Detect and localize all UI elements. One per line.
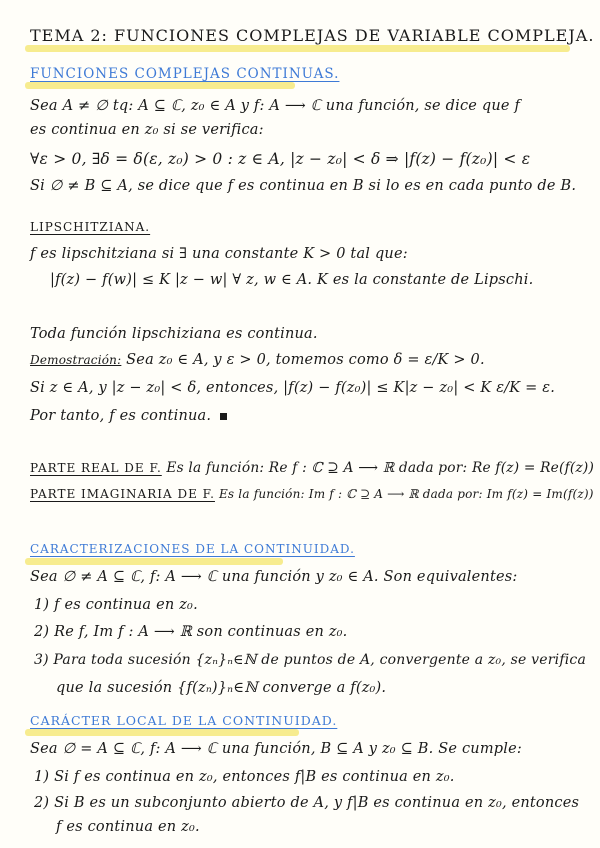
list-item: 2) Re f, Im f : A ⟶ ℝ son continuas en z₀.: [34, 624, 348, 640]
imag-part-text: Es la función: Im f : ℂ ⊇ A ⟶ ℝ dada por: Im f(z) = Im(f(z)): [218, 487, 594, 501]
section-heading-caracterizaciones: CARACTERIZACIONES DE LA CONTINUIDAD.: [30, 542, 355, 556]
list-item: 1) Si f es continua en z₀, entonces f|B es continua en z₀.: [34, 769, 455, 785]
text-line: Sea ∅ ≠ A ⊆ ℂ, f: A ⟶ ℂ una función y z₀ ∈ A. Son equivalentes:: [30, 569, 518, 585]
text-line: Si ∅ ≠ B ⊆ A, se dice que f es continua en B si lo es en cada punto de B.: [30, 178, 577, 194]
subheading-lipschitziana: LIPSCHITZIANA.: [30, 220, 151, 234]
proof-conclusion: Por tanto, f es continua.: [30, 408, 212, 424]
section-highlight: [25, 729, 299, 736]
real-part-text: Es la función: Re f : ℂ ⊇ A ⟶ ℝ dada por: Re f(z) = Re(f(z)): [166, 460, 595, 476]
proof-line: [30, 352, 485, 368]
text-line: f es lipschitziana si ∃ una constante K > 0 tal que:: [30, 246, 408, 262]
text-line: Si z ∈ A, y |z − z₀| < δ, entonces, |f(z) − f(z₀)| ≤ K|z − z₀| < K ε/K = ε.: [30, 380, 556, 396]
real-part-label: PARTE REAL DE F.: [30, 461, 162, 475]
list-item: 3) Para toda sucesión {zₙ}ₙ∈ℕ de puntos de A, convergente a z₀, se verifica: [34, 652, 586, 668]
title-highlight: [25, 45, 570, 52]
imag-part-line: [30, 487, 594, 501]
proof-text: Sea z₀ ∈ A, y ε > 0, tomemos como δ = ε/K > 0.: [126, 352, 485, 368]
definition-formula: ∀ε > 0, ∃δ = δ(ε, z₀) > 0 : z ∈ A, |z − z₀| < δ ⇒ |f(z) − f(z₀)| < ε: [30, 150, 531, 168]
text-line: es continua en z₀ si se verifica:: [30, 122, 264, 138]
list-item-continuation: que la sucesión {f(zₙ)}ₙ∈ℕ converge a f(z₀).: [56, 680, 387, 696]
list-item: 2) Si B es un subconjunto abierto de A, y f|B es continua en z₀, entonces: [34, 795, 580, 811]
list-item: 1) f es continua en z₀.: [34, 597, 198, 613]
section-highlight: [25, 558, 283, 565]
section-highlight: [25, 82, 295, 89]
lipschitz-formula: |f(z) − f(w)| ≤ K |z − w| ∀ z, w ∈ A. K es la constante de Lipschi.: [50, 272, 534, 288]
qed-square-icon: [220, 413, 227, 420]
section-heading-continuas: FUNCIONES COMPLEJAS CONTINUAS.: [30, 66, 340, 82]
imag-part-label: PARTE IMAGINARIA DE F.: [30, 487, 215, 501]
proof-label: Demostración:: [30, 353, 122, 367]
real-part-line: [30, 460, 594, 476]
section-heading-local: CARÁCTER LOCAL DE LA CONTINUIDAD.: [30, 713, 338, 728]
list-item-continuation: f es continua en z₀.: [56, 819, 200, 835]
text-line: Sea A ≠ ∅ tq: A ⊆ ℂ, z₀ ∈ A y f: A ⟶ ℂ una función, se dice que f: [30, 98, 521, 114]
page-title: TEMA 2: FUNCIONES COMPLEJAS DE VARIABLE COMPLEJA.: [30, 26, 595, 45]
text-line: [30, 408, 227, 424]
theorem-statement: Toda función lipschiziana es continua.: [30, 326, 318, 342]
text-line: Sea ∅ = A ⊆ ℂ, f: A ⟶ ℂ una función, B ⊆ A y z₀ ⊆ B. Se cumple:: [30, 741, 522, 757]
